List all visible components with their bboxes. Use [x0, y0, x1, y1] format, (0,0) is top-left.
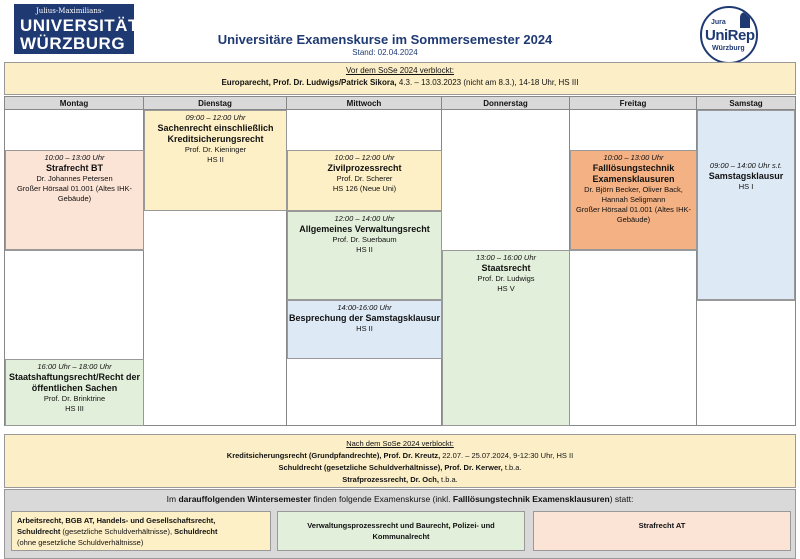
winter-course-box-1 [11, 511, 271, 551]
winter-box1-line3: (ohne gesetzliche Schuldverhältnisse) [17, 538, 144, 547]
event-name: Falllösungstechnik Examensklausuren [592, 163, 675, 184]
event-name: Samstagsklausur [708, 171, 784, 181]
event-room: HS V [497, 284, 515, 293]
winter-box1-a: Arbeitsrecht, BGB AT, Handels- und Gesellschaftsrecht, [17, 516, 216, 525]
winter-course-box-3: Strafrecht AT [533, 511, 791, 551]
event-time: 14:00-16:00 Uhr [337, 303, 392, 312]
notice-heading: Vor dem SoSe 2024 verblockt: [345, 66, 455, 75]
winter-heading-c: finden folgende Examenskurse (inkl. [311, 494, 453, 504]
event-room: HS III [65, 404, 84, 413]
winter-box1-b: Schuldrecht [17, 527, 61, 536]
notice-line-3-bold: Strafprozessrecht, Dr. Och, [342, 475, 439, 484]
event-name: Staatsrecht [481, 263, 531, 273]
event-verwaltungsrecht[interactable] [287, 211, 442, 300]
logo-line-2: WÜRZBURG [20, 34, 126, 53]
grid-line [570, 250, 697, 251]
event-falllosungstechnik[interactable] [570, 150, 697, 250]
page-date: Stand: 02.04.2024 [352, 48, 418, 57]
winter-course-box-2: Verwaltungsprozessrecht und Baurecht, Polizei- und Kommunalrecht [277, 511, 525, 551]
event-lecturer: Dr. Johannes Petersen [36, 174, 113, 183]
day-header-freitag: Freitag [570, 97, 697, 110]
notice-text [5, 78, 795, 87]
logo-line-1: UNIVERSITÄT [20, 16, 139, 35]
notice-rest: 4.3. – 13.03.2023 (nicht am 8.3.), 14-18 Uhr, HS III [396, 78, 579, 87]
event-room: Großer Hörsaal 01.001 (Altes IHK-Gebäude) [16, 184, 133, 203]
event-name: Zivilprozessrecht [327, 163, 402, 173]
event-lecturer: Prof. Dr. Brinktrine [43, 394, 106, 403]
day-header-donnerstag: Donnerstag [442, 97, 570, 110]
logo-bar [6, 4, 14, 54]
event-time: 10:00 – 13:00 Uhr [603, 153, 664, 162]
event-besprechung[interactable] [287, 300, 442, 359]
event-strafrecht-bt[interactable] [5, 150, 144, 250]
event-lecturer: Prof. Dr. Suerbaum [332, 235, 397, 244]
logo-supertitle: Julius-Maximilians- [36, 7, 104, 15]
schedule-grid [4, 96, 796, 426]
notice-line-2-bold: Schuldrecht (gesetzliche Schuldverhältnisse), Prof. Dr. Kerwer, [278, 463, 503, 472]
event-lecturer: Dr. Björn Becker, Oliver Back, Hannah Seligmann [584, 185, 683, 204]
event-lecturer: Prof. Dr. Kieninger [184, 145, 247, 154]
winter-box1-c: (gesetzliche Schuldverhältnisse), [60, 527, 175, 536]
tower-icon [740, 12, 750, 28]
winter-semester-section [4, 489, 796, 559]
grid-line [5, 250, 144, 251]
event-time: 16:00 Uhr – 18:00 Uhr [37, 362, 112, 371]
event-room: Großer Hörsaal 01.001 (Altes IHK-Gebäude) [575, 205, 692, 224]
grid-line [697, 300, 795, 301]
event-room: HS I [738, 182, 754, 191]
logo-unirep: UniRep [705, 27, 755, 44]
event-room: HS II [356, 324, 373, 333]
notice-line-1-bold: Kreditsicherungsrecht (Grundpfandrechte), Prof. Dr. Kreutz, [226, 451, 441, 460]
notice-after-semester [4, 434, 796, 488]
notice-line-2 [5, 462, 795, 474]
logo-wuerzburg: Würzburg [712, 45, 745, 52]
event-sachenrecht[interactable] [144, 110, 287, 211]
event-time: 12:00 – 14:00 Uhr [334, 214, 395, 223]
day-header-mittwoch: Mittwoch [287, 97, 442, 110]
page-title: Universitäre Examenskurse im Sommersemester 2024 [217, 32, 553, 47]
notice-bold: Europarecht, Prof. Dr. Ludwigs/Patrick Sikora, [221, 78, 397, 87]
event-staatshaftungsrecht[interactable] [5, 359, 144, 426]
winter-heading-a: Im [166, 494, 179, 504]
logo-jura: Jura [711, 19, 726, 26]
notice-heading: Nach dem SoSe 2024 verblockt: [346, 439, 454, 448]
notice-before-semester [4, 62, 796, 95]
event-name: Besprechung der Samstagsklausur [288, 313, 441, 323]
event-lecturer: Prof. Dr. Scherer [336, 174, 393, 183]
notice-line-1-rest: 22.07. – 25.07.2024, 9-12:30 Uhr, HS II [440, 451, 574, 460]
winter-box1-line1 [17, 515, 265, 526]
event-room: HS 126 (Neue Uni) [332, 184, 397, 193]
winter-box1-line2 [17, 526, 265, 537]
day-header-dienstag: Dienstag [144, 97, 287, 110]
event-name: Strafrecht BT [45, 163, 103, 173]
notice-line-3 [5, 474, 795, 486]
notice-line-1 [5, 450, 795, 462]
day-header-samstag: Samstag [697, 97, 795, 110]
winter-box1-d: Schuldrecht [174, 527, 218, 536]
event-lecturer: Prof. Dr. Ludwigs [477, 274, 535, 283]
event-samstagsklausur[interactable] [697, 110, 795, 300]
university-logo [6, 4, 139, 54]
event-zivilprozessrecht[interactable] [287, 150, 442, 211]
event-time: 10:00 – 13:00 Uhr [44, 153, 105, 162]
day-header-montag: Montag [5, 97, 144, 110]
notice-line-2-rest: t.b.a. [502, 463, 522, 472]
unirep-logo [700, 6, 758, 64]
event-time: 13:00 – 16:00 Uhr [475, 253, 537, 262]
event-time: 09:00 – 12:00 Uhr [185, 113, 246, 122]
event-room: HS II [207, 155, 224, 164]
event-name: Sachenrecht einschließlich Kreditsicherungsrecht [157, 123, 274, 144]
event-staatsrecht[interactable] [442, 250, 570, 426]
event-time: 10:00 – 12:00 Uhr [334, 153, 395, 162]
notice-line-3-rest: t.b.a. [438, 475, 458, 484]
winter-heading-e: ) statt: [609, 494, 634, 504]
event-name: Allgemeines Verwaltungsrecht [299, 224, 430, 234]
event-time: 09:00 – 14:00 Uhr s.t. [709, 161, 783, 170]
winter-heading-d: Falllösungstechnik Examensklausuren [452, 494, 610, 504]
page-header [0, 0, 800, 62]
winter-heading-b: darauffolgenden Wintersemester [178, 494, 312, 504]
event-name: Staatshaftungsrecht/Recht der öffentlichen Sachen [8, 372, 141, 393]
winter-heading [5, 494, 795, 504]
event-room: HS II [356, 245, 373, 254]
